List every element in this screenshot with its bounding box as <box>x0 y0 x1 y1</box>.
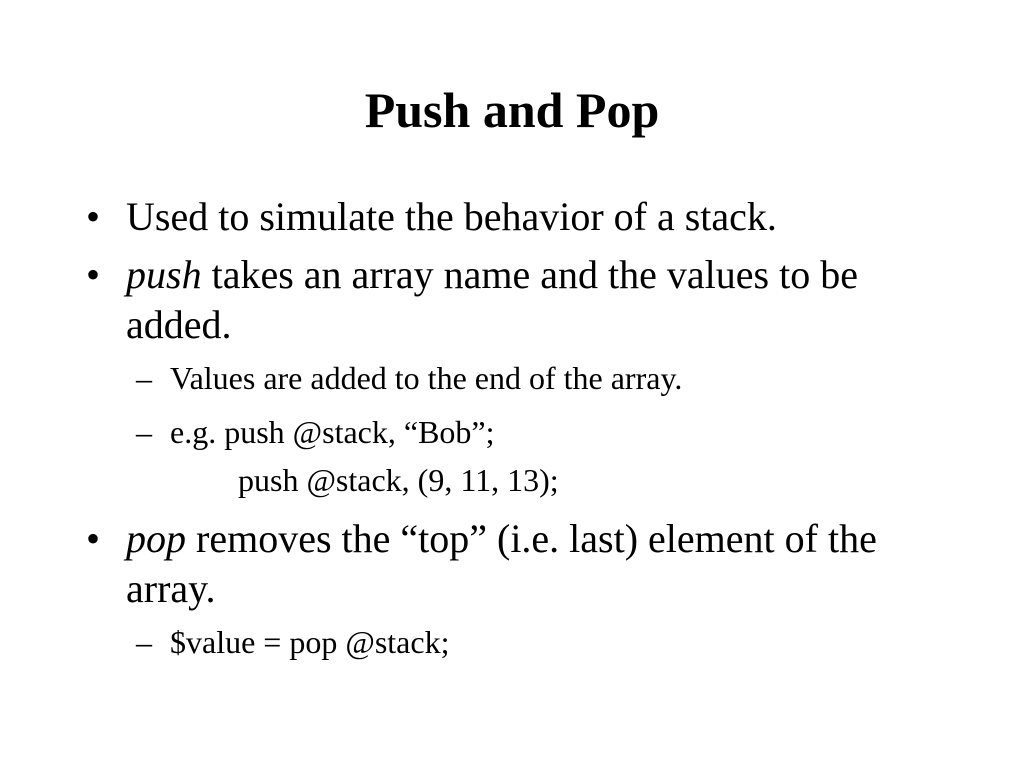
keyword-push: push <box>126 252 202 297</box>
bullet-push <box>86 250 946 350</box>
sub-bullet-push-end <box>86 358 946 398</box>
keyword-pop: pop <box>126 516 186 561</box>
bullet-mark: • <box>86 252 101 297</box>
bullet-text: Used to simulate the behavior of a stack. <box>126 194 777 239</box>
sub-bullet-text: Values are added to the end of the array. <box>170 360 683 396</box>
sub-bullet-pop-example <box>86 622 946 662</box>
sub-bullet-push-example <box>86 412 946 452</box>
slide-body <box>86 192 946 676</box>
sub-bullet-mark: – <box>136 624 152 660</box>
slide-title: Push and Pop <box>364 82 660 138</box>
bullet-pop <box>86 514 946 614</box>
code-continuation-line: push @stack, (9, 11, 13); <box>238 462 559 498</box>
bullet-text: removes the “top” (i.e. last) element of the array. <box>126 516 877 611</box>
bullet-mark: • <box>86 194 101 239</box>
bullet-text: takes an array name and the values to be added. <box>126 252 858 347</box>
bullet-stack-simulation <box>86 192 946 242</box>
sub-bullet-text: e.g. push @stack, “Bob”; <box>170 414 495 450</box>
sub-bullet-mark: – <box>136 414 152 450</box>
bullet-mark: • <box>86 516 101 561</box>
sub-bullet-text: $value = pop @stack; <box>170 624 450 660</box>
sub-bullet-mark: – <box>136 360 152 396</box>
